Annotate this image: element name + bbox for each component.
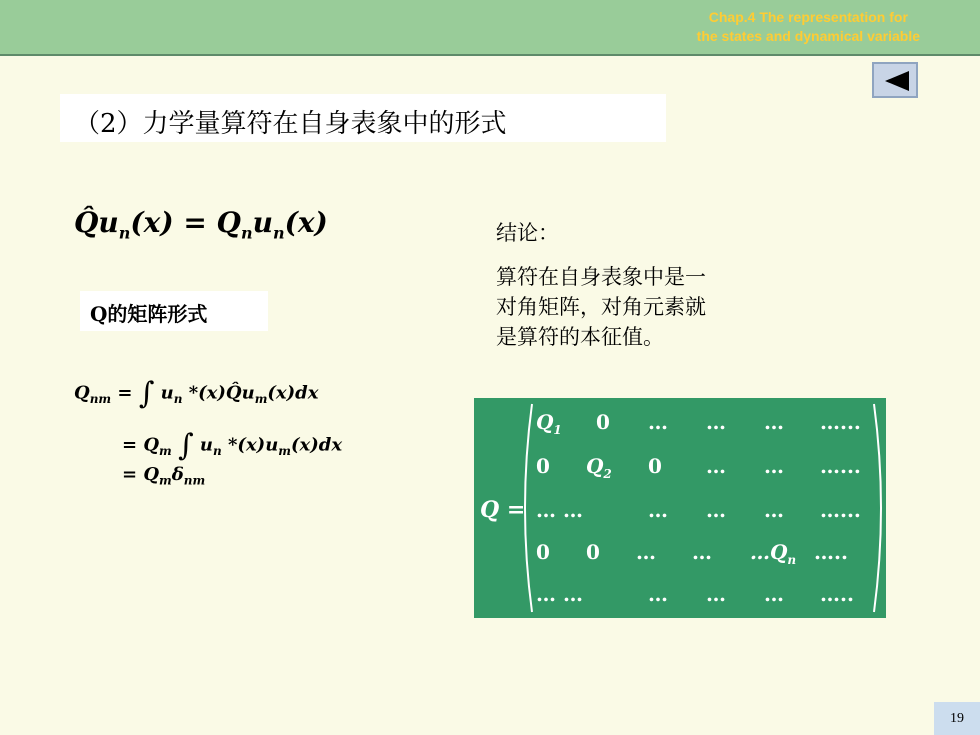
matrix-cell: 0 [586,540,600,564]
matrix-element-derivation [74,376,342,516]
matrix-cell: 0 [596,410,610,434]
matrix-cell: $Q_2$ [586,454,612,481]
integral-sign: ∫ [138,376,155,411]
matrix-cell: 0 [648,454,662,478]
matrix-cell: … [706,498,726,522]
matrix-cell: … … [536,498,583,522]
matrix-cell: … [706,454,726,478]
eq-sub: n [272,223,285,243]
deriv-sub: n [213,444,222,459]
eq-part: Q̂u [74,206,119,239]
deriv-part: Q [74,382,90,404]
conclusion-line: 算符在自身表象中是一 [496,265,706,289]
deriv-part: *(x)Q̂u [182,382,255,404]
matrix-cell: … [764,410,784,434]
matrix-cell: …... [820,410,861,434]
matrix-cell: … [706,582,726,606]
matrix-lhs: Q = [480,497,526,523]
deriv-part: = [111,382,139,404]
deriv-sub: m [278,444,291,459]
deriv-part: (x)dx [267,382,319,404]
slide-title: （2）力学量算符在自身表象中的形式 [74,109,507,139]
deriv-sub: n [173,392,183,407]
page-number: 19 [934,702,980,735]
deriv-sub: nm [89,392,112,407]
chapter-title [697,8,920,46]
header-bar [0,0,980,56]
eq-part: u [252,206,273,239]
conclusion-line: 对角矩阵，对角元素就 [496,295,706,319]
deriv-part: *(x)u [221,434,279,456]
matrix-cell: … … [536,582,583,606]
matrix-cell: 0 [536,454,550,478]
eq-sub: n [240,223,253,243]
matrix-cell: … [648,582,668,606]
matrix-cell: … [764,582,784,606]
eigen-equation [74,206,328,243]
eq-part: (x) [284,206,328,239]
deriv-sub: m [159,473,172,488]
chapter-title-line2: the states and dynamical variable [696,28,920,44]
derivation-line-1 [74,376,342,428]
matrix-cell: …... [820,454,861,478]
conclusion-block [496,218,706,352]
deriv-sub: m [159,444,172,459]
matrix-cell: … [692,540,712,564]
deriv-part: = Q [122,434,160,456]
matrix-cell: $\dots Q_n$ [750,540,797,567]
matrix-cell: 0 [536,540,550,564]
matrix-cell: …... [820,498,861,522]
matrix-form-label: Q的矩阵形式 [90,302,208,326]
matrix-cell: … [764,454,784,478]
eq-part: (x) = Q [130,206,241,239]
matrix-cell: … [648,410,668,434]
deriv-part: δ [171,464,184,485]
diagonal-matrix-panel [474,398,886,618]
deriv-part: u [193,434,214,456]
conclusion-line: 是算符的本征值。 [496,325,664,349]
triangle-left-icon [883,70,911,92]
matrix-form-label-box [80,291,268,331]
slide-title-box [60,94,666,142]
matrix-cell: … [706,410,726,434]
deriv-part: = Q [122,464,160,485]
deriv-part: u [154,382,174,404]
matrix-cell: ….. [814,540,848,564]
eq-sub: n [118,223,131,243]
deriv-sub: m [254,392,268,407]
chapter-title-line1: Chap.4 The representation for [708,9,908,25]
matrix-cell: … [764,498,784,522]
integral-sign: ∫ [178,428,194,463]
conclusion-heading: 结论： [496,221,559,245]
derivation-line-3 [74,464,342,516]
deriv-part: (x)dx [290,434,343,456]
matrix-cell: … [648,498,668,522]
matrix-cell: … [636,540,656,564]
back-button[interactable] [872,62,918,98]
matrix-cell: ….. [820,582,854,606]
deriv-sub: nm [183,473,206,488]
matrix-cell: $Q_1$ [536,410,562,437]
